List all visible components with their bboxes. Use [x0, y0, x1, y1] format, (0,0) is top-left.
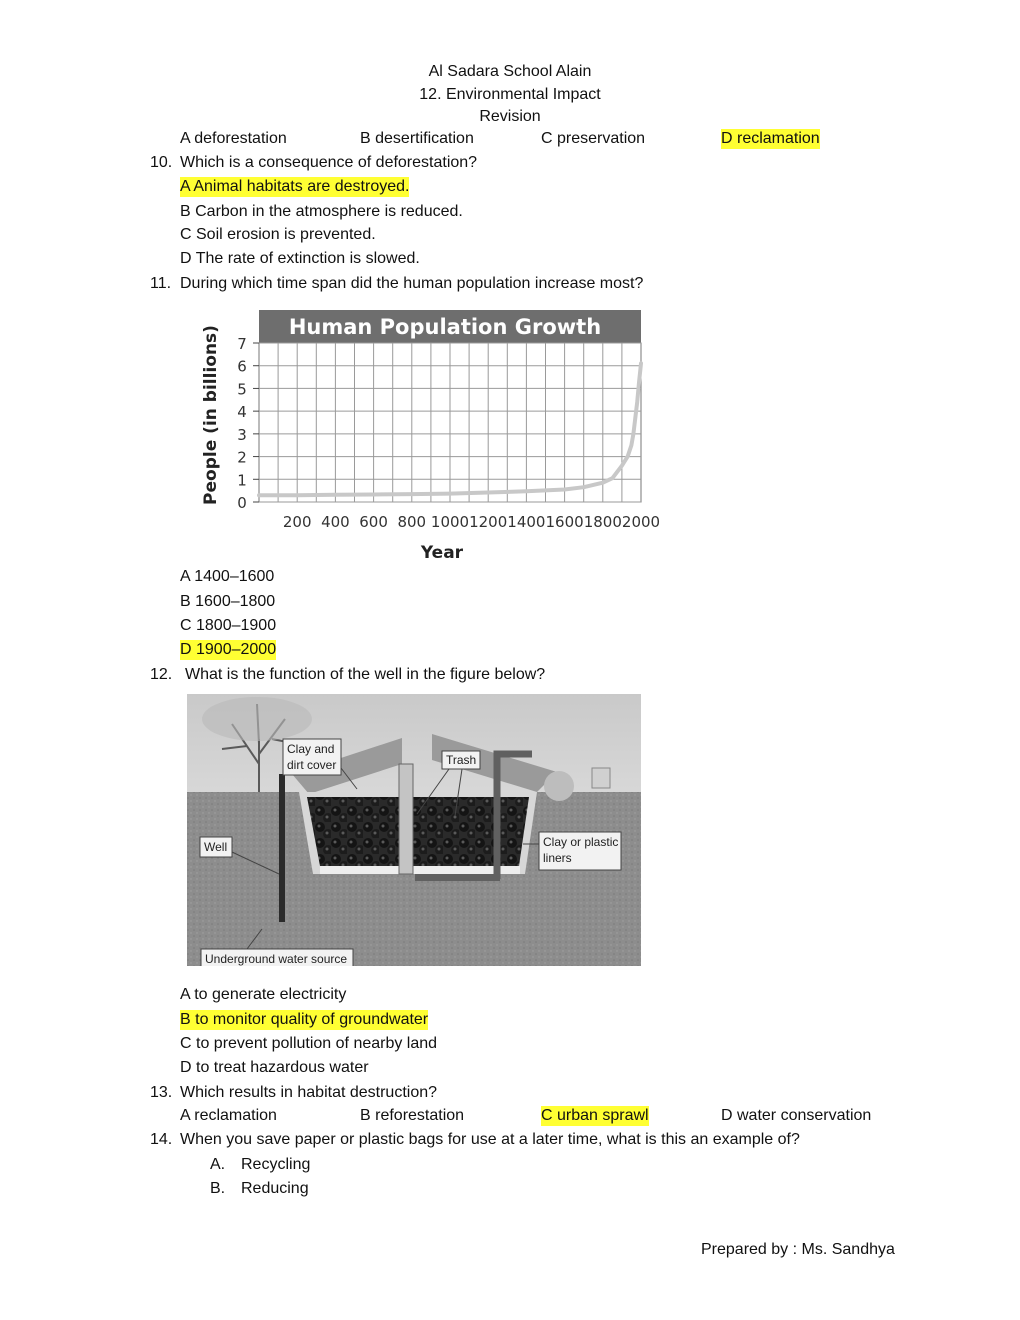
label-well: Well: [204, 840, 228, 854]
label-water: Underground water source: [205, 952, 348, 966]
school-name: Al Sadara School Alain: [428, 63, 592, 80]
chart-x-tick-label: 600: [359, 513, 388, 531]
q9-option-d-answer: D reclamation: [721, 130, 820, 147]
chart-y-tick-label: 7: [237, 335, 247, 353]
chart-x-label: Year: [420, 543, 464, 563]
chart-x-tick-label: 1200: [469, 513, 508, 531]
monitoring-well: [279, 774, 285, 922]
q12-option-c: C to prevent pollution of nearby land: [180, 1035, 438, 1052]
chart-x-tick-label: 1600: [545, 513, 584, 531]
q12-option-d: D to treat hazardous water: [180, 1059, 369, 1076]
q9-option-c: C preservation: [541, 130, 646, 147]
q12-option-a: A to generate electricity: [180, 986, 347, 1003]
q12-number: 12.: [150, 666, 173, 683]
gas-vent: [544, 771, 574, 801]
q13-option-a: A reclamation: [180, 1107, 277, 1124]
chart-y-tick-label: 1: [237, 471, 247, 490]
vent-pipe: [399, 764, 413, 874]
chart-y-tick-label: 5: [237, 380, 247, 399]
q11-number: 11.: [150, 275, 172, 292]
chart-title: Human Population Growth: [288, 315, 602, 339]
q10-option-c: C Soil erosion is prevented.: [180, 226, 376, 243]
q14-question: When you save paper or plastic bags for use at a later time, what is this an example of?: [180, 1131, 800, 1148]
q9-option-b: B desertification: [360, 130, 474, 147]
chart-y-tick-label: 0: [237, 494, 247, 512]
q11-option-b: B 1600–1800: [180, 593, 276, 610]
q13-option-c-answer: C urban sprawl: [541, 1107, 649, 1124]
q12-option-b-answer: B to monitor quality of groundwater: [180, 1011, 429, 1028]
q14-option-a-letter: A.: [210, 1156, 226, 1173]
q13-number: 13.: [150, 1084, 173, 1101]
q11-option-c: C 1800–1900: [180, 617, 277, 634]
unit-title: 12. Environmental Impact: [419, 86, 601, 103]
chart-x-tick-label: 1800: [583, 513, 622, 531]
label-trash: Trash: [446, 753, 477, 767]
label-clay-line1: Clay and: [287, 742, 335, 756]
chart-x-tick-label: 1400: [507, 513, 546, 531]
q11-option-d-answer: D 1900–2000: [180, 641, 277, 658]
q13-option-b: B reforestation: [360, 1107, 465, 1124]
building-icon: [592, 768, 610, 788]
chart-x-tick-label: 1000: [430, 513, 470, 531]
q13-option-d: D water conservation: [721, 1107, 872, 1124]
q14-option-b-letter: B.: [210, 1180, 226, 1197]
q14-option-a-text: Recycling: [241, 1156, 311, 1173]
chart-y-tick-label: 2: [237, 448, 247, 467]
q14-option-b-text: Reducing: [241, 1180, 309, 1197]
q10-option-b: B Carbon in the atmosphere is reduced.: [180, 203, 463, 220]
label-liners-line2: liners: [543, 851, 572, 865]
chart-y-tick-label: 6: [237, 357, 247, 376]
q13-question: Which results in habitat destruction?: [180, 1084, 438, 1101]
chart-y-tick-label: 4: [237, 403, 247, 422]
landfill-figure: [187, 694, 641, 966]
q14-number: 14.: [150, 1131, 173, 1148]
q10-option-d: D The rate of extinction is slowed.: [180, 250, 420, 267]
label-clay-line2: dirt cover: [287, 758, 337, 772]
q10-question: Which is a consequence of deforestation?: [180, 154, 478, 171]
q11-option-a: A 1400–1600: [180, 568, 275, 585]
q12-question: What is the function of the well in the figure below?: [185, 666, 546, 683]
q10-number: 10.: [150, 154, 173, 171]
chart-x-tick-label: 800: [397, 513, 427, 531]
q11-question: During which time span did the human population increase most?: [180, 275, 644, 292]
page-subtitle: Revision: [479, 108, 541, 125]
chart-y-label: People (in billions): [201, 325, 221, 505]
chart-x-tick-label: 200: [282, 513, 312, 531]
population-chart: [195, 305, 665, 567]
chart-x-tick-label: 2000: [621, 513, 661, 531]
label-liners-line1: Clay or plastic: [543, 835, 619, 849]
chart-y-tick-label: 3: [237, 425, 247, 444]
q9-option-a: A deforestation: [180, 130, 287, 147]
liner-bottom: [320, 866, 520, 874]
prepared-by: Prepared by : Ms. Sandhya: [701, 1241, 895, 1258]
chart-x-tick-label: 400: [321, 513, 350, 531]
q10-option-a-answer: A Animal habitats are destroyed.: [180, 178, 410, 195]
